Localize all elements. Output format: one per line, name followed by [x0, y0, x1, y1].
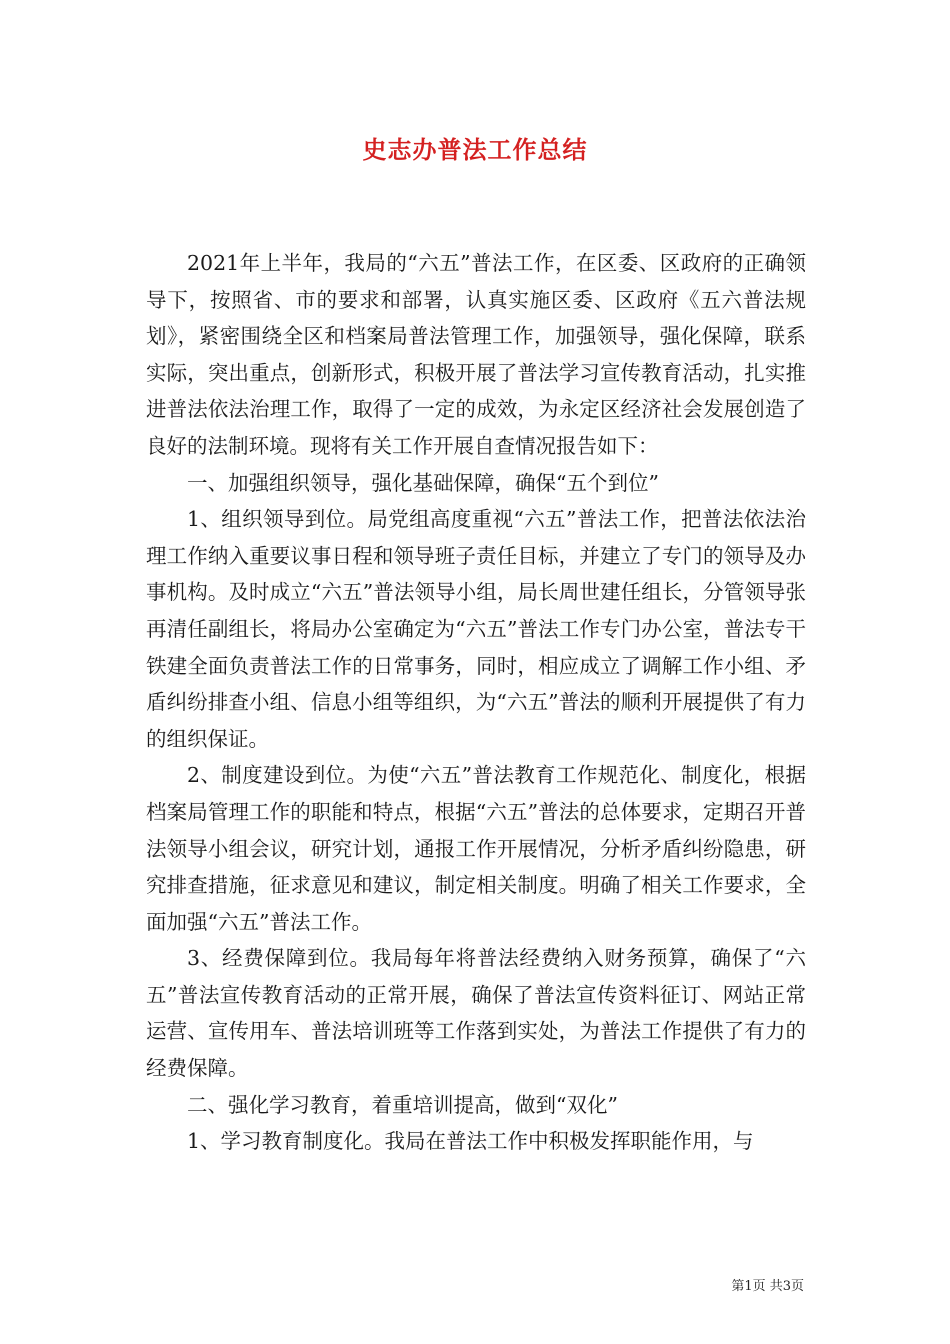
- document-title: 史志办普法工作总结: [362, 135, 588, 164]
- paragraph: 3、经费保障到位。我局每年将普法经费纳入财务预算，确保了“六五”普法宣传教育活动的正常开展，确保了普法宣传资料征订、网站正常运营、宣传用车、普法培训班等工作落到实处，为普法工作提供了有力的经费保障。: [146, 946, 806, 1081]
- paragraph: 2021年上半年，我局的“六五”普法工作，在区委、区政府的正确领导下，按照省、市的要求和部署，认真实施区委、区政府《五六普法规划》，紧密围绕全区和档案局普法管理工作，加强领导，强化保障，联系实际，突出重点，创新形式，积极开展了普法学习宣传教育活动，扎实推进普法依法治理工作，取得了一定的成效，为永定区经济社会发展创造了良好的法制环境。现将有关工作开展自查情况报告如下：: [146, 251, 806, 458]
- document-body: [146, 245, 806, 1160]
- paragraph: 1、学习教育制度化。我局在普法工作中积极发挥职能作用，与: [187, 1129, 754, 1154]
- section-heading: 二、强化学习教育，着重培训提高，做到“双化”: [187, 1092, 618, 1117]
- paragraph: 2、制度建设到位。为使“六五”普法教育工作规范化、制度化，根据档案局管理工作的职能和特点，根据“六五”普法的总体要求，定期召开普法领导小组会议，研究计划，通报工作开展情况，分析矛盾纠纷隐患，研究排查措施，征求意见和建议，制定相关制度。明确了相关工作要求，全面加强“六五”普法工作。: [146, 763, 806, 934]
- paragraph: 1、组织领导到位。局党组高度重视“六五”普法工作，把普法依法治理工作纳入重要议事日程和领导班子责任目标，并建立了专门的领导及办事机构。及时成立“六五”普法领导小组，局长周世建任组长，分管领导张再清任副组长，将局办公室确定为“六五”普法工作专门办公室，普法专干铁建全面负责普法工作的日常事务，同时，相应成立了调解工作小组、矛盾纠纷排查小组、信息小组等组织，为“六五”普法的顺利开展提供了有力的组织保证。: [146, 507, 806, 751]
- page-number-footer: 第1页 共3页: [731, 1279, 804, 1294]
- section-heading: 一、加强组织领导，强化基础保障，确保“五个到位”: [187, 470, 659, 495]
